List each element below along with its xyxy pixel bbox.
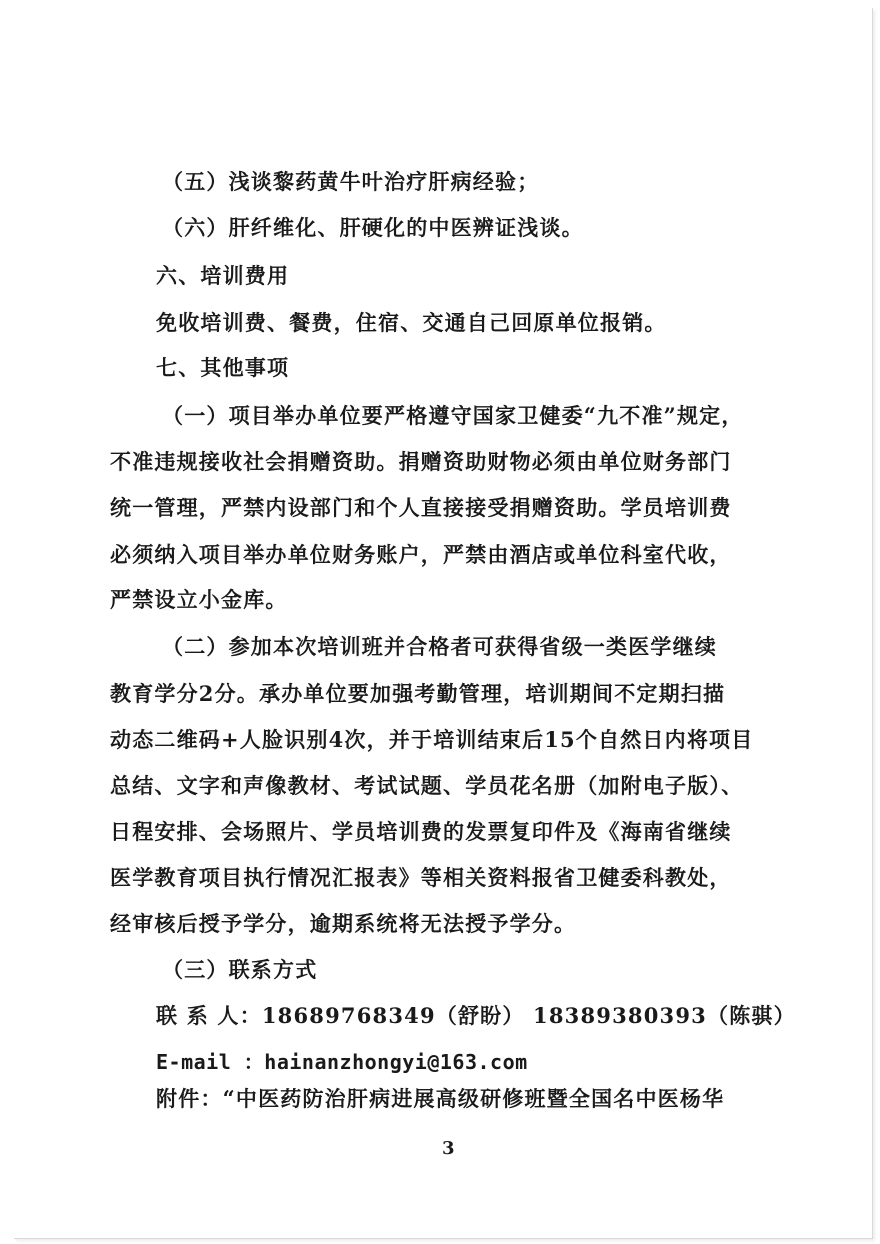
item-five: （五）浅谈黎药黄牛叶治疗肝病经验； (162, 169, 540, 194)
attachment-line: 附件：“中医药防治肝病进展高级研修班暨全国名中医杨华 (156, 1086, 725, 1111)
paragraph-item-two-line-4: 总结、文字和声像教材、考试试题、学员花名册（加附电子版）、 (110, 773, 744, 798)
section-heading-other-matters: 七、其他事项 (156, 355, 290, 380)
paragraph-item-two-line-7: 经审核后授予学分，逾期系统将无法授予学分。 (110, 911, 577, 936)
paragraph-item-two-line-1: （二）参加本次培训班并合格者可获得省级一类医学继续 (162, 634, 717, 659)
paragraph-item-one-line-3: 统一管理，严禁内设部门和个人直接接受捐赠资助。学员培训费 (110, 495, 732, 520)
paragraph-item-two-line-5: 日程安排、会场照片、学员培训费的发票复印件及《海南省继续 (110, 819, 732, 844)
paragraph-fees: 免收培训费、餐费，住宿、交通自己回原单位报销。 (156, 310, 667, 335)
item-three-contact-heading: （三）联系方式 (162, 957, 318, 982)
contact-persons: 联 系 人：18689768349（舒盼） 18389380393（陈骐） (156, 1003, 796, 1028)
paragraph-item-one-line-2: 不准违规接收社会捐赠资助。捐赠资助财物必须由单位财务部门 (110, 449, 732, 474)
document-page (14, 8, 873, 1239)
paragraph-item-two-line-6: 医学教育项目执行情况汇报表》等相关资料报省卫健委科教处， (110, 865, 732, 890)
paragraph-item-one-line-5: 严禁设立小金库。 (110, 587, 288, 612)
paragraph-item-two-line-3: 动态二维码+人脸识别4次，并于培训结束后15个自然日内将项目 (110, 727, 754, 752)
section-heading-training-fees: 六、培训费用 (156, 263, 290, 288)
contact-email: E-mail ：hainanzhongyi@163.com (156, 1050, 528, 1074)
paragraph-item-one-line-4: 必须纳入项目举办单位财务账户，严禁由酒店或单位科室代收， (110, 542, 732, 567)
item-six: （六）肝纤维化、肝硬化的中医辨证浅谈。 (162, 215, 584, 240)
paragraph-item-one-line-1: （一）项目举办单位要严格遵守国家卫健委“九不准”规定， (162, 403, 744, 428)
page-number: 3 (442, 1138, 455, 1159)
paragraph-item-two-line-2: 教育学分2分。承办单位要加强考勤管理，培训期间不定期扫描 (110, 681, 726, 706)
